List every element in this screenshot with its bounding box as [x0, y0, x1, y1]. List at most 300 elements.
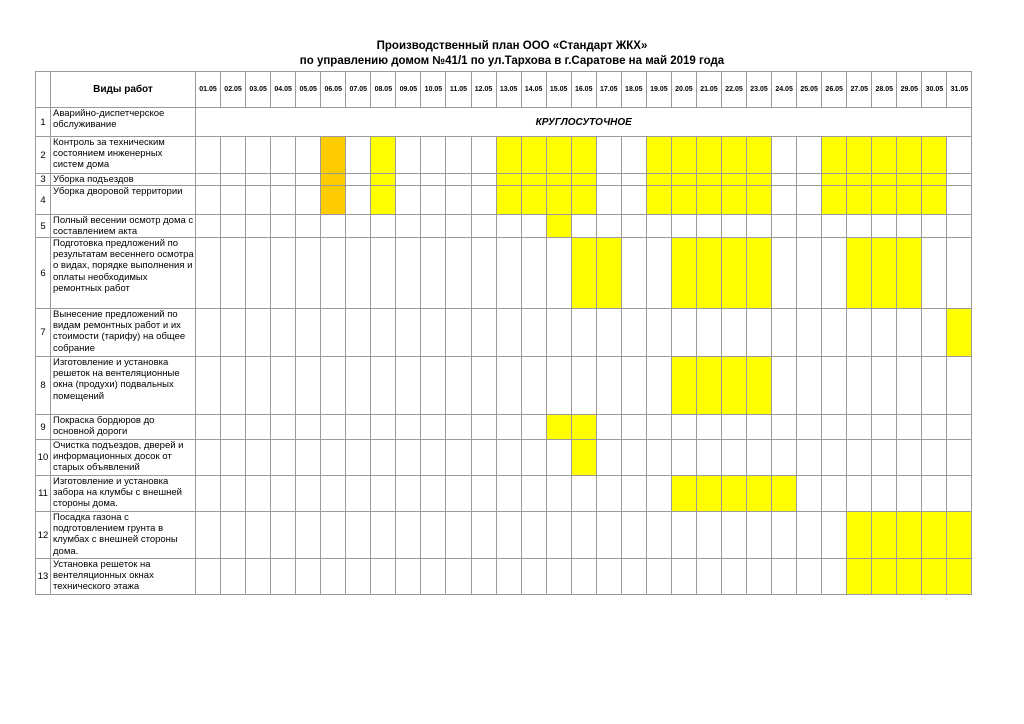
scheduled-day-cell — [546, 215, 571, 238]
day-cell — [371, 512, 396, 559]
table-row — [36, 559, 972, 595]
day-cell — [947, 215, 972, 238]
day-cell — [671, 215, 696, 238]
scheduled-day-cell — [897, 238, 922, 309]
day-cell — [446, 476, 471, 512]
day-cell — [646, 559, 671, 595]
day-cell — [321, 309, 346, 357]
day-cell — [772, 174, 797, 186]
day-cell — [196, 512, 221, 559]
day-cell — [897, 309, 922, 357]
table-row — [36, 309, 972, 357]
scheduled-day-cell — [897, 186, 922, 215]
day-cell — [421, 357, 446, 415]
day-cell — [346, 512, 371, 559]
day-cell — [221, 174, 246, 186]
scheduled-day-cell — [747, 476, 772, 512]
day-header: 29.05 — [897, 72, 922, 108]
day-cell — [822, 476, 847, 512]
work-type: Изготовление и установка решеток на вентеляционные окна (продухи) подвальных помещений — [53, 357, 180, 402]
production-plan-table — [35, 71, 972, 595]
day-cell — [246, 215, 271, 238]
day-cell — [596, 137, 621, 174]
day-header: 16.05 — [571, 72, 596, 108]
day-cell — [546, 559, 571, 595]
day-header: 13.05 — [496, 72, 521, 108]
scheduled-day-cell — [872, 559, 897, 595]
scheduled-day-cell — [922, 559, 947, 595]
day-cell — [471, 186, 496, 215]
day-cell — [596, 186, 621, 215]
day-cell — [646, 215, 671, 238]
scheduled-day-cell — [321, 186, 346, 215]
scheduled-day-cell — [571, 238, 596, 309]
table-row — [36, 357, 972, 415]
table-row — [36, 108, 972, 137]
day-header: 23.05 — [747, 72, 772, 108]
day-cell — [221, 186, 246, 215]
day-cell — [246, 238, 271, 309]
day-cell — [797, 476, 822, 512]
day-cell — [621, 215, 646, 238]
table-row — [36, 440, 972, 476]
day-cell — [571, 512, 596, 559]
day-cell — [346, 186, 371, 215]
day-cell — [196, 238, 221, 309]
day-cell — [897, 415, 922, 440]
day-cell — [772, 309, 797, 357]
day-cell — [546, 357, 571, 415]
day-cell — [271, 512, 296, 559]
day-cell — [721, 559, 746, 595]
day-cell — [646, 440, 671, 476]
day-cell — [321, 512, 346, 559]
day-cell — [471, 357, 496, 415]
day-cell — [922, 415, 947, 440]
day-cell — [221, 476, 246, 512]
day-cell — [246, 137, 271, 174]
day-cell — [496, 215, 521, 238]
day-cell — [246, 559, 271, 595]
day-cell — [221, 415, 246, 440]
scheduled-day-cell — [747, 137, 772, 174]
day-cell — [471, 476, 496, 512]
scheduled-day-cell — [822, 186, 847, 215]
work-type: Покраска бордюров до основной дороги — [53, 415, 155, 438]
day-cell — [321, 559, 346, 595]
scheduled-day-cell — [496, 174, 521, 186]
day-cell — [271, 238, 296, 309]
scheduled-day-cell — [671, 186, 696, 215]
day-cell — [822, 440, 847, 476]
day-cell — [296, 559, 321, 595]
day-cell — [646, 476, 671, 512]
row-number: 13 — [36, 559, 51, 595]
day-header: 07.05 — [346, 72, 371, 108]
day-cell — [471, 137, 496, 174]
scheduled-day-cell — [671, 476, 696, 512]
day-cell — [296, 215, 321, 238]
scheduled-day-cell — [922, 512, 947, 559]
header-row — [36, 72, 972, 108]
scheduled-day-cell — [546, 137, 571, 174]
day-header: 24.05 — [772, 72, 797, 108]
plan-subtitle: по управлению домом №41/1 по ул.Тархова в г.Саратове на май 2019 года — [299, 55, 725, 67]
day-cell — [421, 476, 446, 512]
row-number: 1 — [36, 108, 51, 137]
work-type: Вынесение предложений по видам ремонтных работ и их стоимости (тарифу) на общее собрание — [53, 309, 186, 354]
work-type: Полный весении осмотр дома с составлением акта — [53, 215, 194, 237]
day-cell — [822, 238, 847, 309]
day-cell — [321, 357, 346, 415]
scheduled-day-cell — [696, 476, 721, 512]
day-cell — [446, 415, 471, 440]
day-cell — [872, 440, 897, 476]
day-cell — [696, 309, 721, 357]
row-number: 10 — [36, 440, 51, 476]
day-cell — [221, 440, 246, 476]
day-cell — [221, 512, 246, 559]
day-cell — [847, 476, 872, 512]
day-cell — [296, 440, 321, 476]
day-cell — [396, 512, 421, 559]
day-cell — [421, 512, 446, 559]
day-cell — [271, 357, 296, 415]
day-cell — [346, 215, 371, 238]
day-cell — [271, 415, 296, 440]
day-cell — [872, 215, 897, 238]
scheduled-day-cell — [922, 186, 947, 215]
day-cell — [446, 186, 471, 215]
day-cell — [446, 440, 471, 476]
day-cell — [772, 137, 797, 174]
day-header: 01.05 — [196, 72, 221, 108]
day-cell — [371, 238, 396, 309]
day-header: 21.05 — [696, 72, 721, 108]
row-number: 2 — [36, 137, 51, 174]
day-header: 10.05 — [421, 72, 446, 108]
day-cell — [246, 512, 271, 559]
day-cell — [521, 309, 546, 357]
day-cell — [396, 440, 421, 476]
scheduled-day-cell — [872, 186, 897, 215]
day-cell — [646, 512, 671, 559]
scheduled-day-cell — [897, 137, 922, 174]
scheduled-day-cell — [847, 186, 872, 215]
day-cell — [797, 415, 822, 440]
day-cell — [747, 559, 772, 595]
day-header: 31.05 — [947, 72, 972, 108]
day-cell — [621, 309, 646, 357]
day-cell — [221, 215, 246, 238]
day-cell — [471, 238, 496, 309]
day-cell — [196, 415, 221, 440]
day-cell — [797, 186, 822, 215]
scheduled-day-cell — [747, 174, 772, 186]
row-number: 11 — [36, 476, 51, 512]
day-cell — [196, 174, 221, 186]
table-row — [36, 174, 972, 186]
day-cell — [922, 476, 947, 512]
day-cell — [947, 476, 972, 512]
day-cell — [346, 137, 371, 174]
day-header: 30.05 — [922, 72, 947, 108]
day-cell — [596, 357, 621, 415]
scheduled-day-cell — [646, 137, 671, 174]
scheduled-day-cell — [721, 238, 746, 309]
day-cell — [621, 512, 646, 559]
day-cell — [571, 357, 596, 415]
day-cell — [621, 476, 646, 512]
day-cell — [747, 415, 772, 440]
day-cell — [947, 174, 972, 186]
day-cell — [847, 357, 872, 415]
day-cell — [471, 309, 496, 357]
scheduled-day-cell — [546, 186, 571, 215]
scheduled-day-cell — [596, 238, 621, 309]
header-work-types: Виды работ — [51, 72, 196, 108]
day-header: 02.05 — [221, 72, 246, 108]
table-row — [36, 215, 972, 238]
work-type: Очистка подъездов, дверей и информационных досок от старых объявлений — [53, 440, 184, 474]
scheduled-day-cell — [321, 137, 346, 174]
scheduled-day-cell — [546, 415, 571, 440]
day-header: 08.05 — [371, 72, 396, 108]
day-cell — [446, 559, 471, 595]
day-cell — [621, 137, 646, 174]
scheduled-day-cell — [371, 186, 396, 215]
day-cell — [696, 440, 721, 476]
day-cell — [947, 415, 972, 440]
day-cell — [897, 440, 922, 476]
scheduled-day-cell — [822, 174, 847, 186]
day-cell — [346, 440, 371, 476]
day-cell — [246, 357, 271, 415]
day-cell — [797, 174, 822, 186]
table-row — [36, 512, 972, 559]
day-cell — [947, 357, 972, 415]
day-cell — [396, 476, 421, 512]
scheduled-day-cell — [696, 186, 721, 215]
scheduled-day-cell — [847, 137, 872, 174]
day-cell — [571, 309, 596, 357]
scheduled-day-cell — [521, 137, 546, 174]
scheduled-day-cell — [721, 174, 746, 186]
scheduled-day-cell — [721, 357, 746, 415]
day-cell — [271, 215, 296, 238]
scheduled-day-cell — [822, 137, 847, 174]
day-cell — [446, 512, 471, 559]
day-cell — [371, 357, 396, 415]
scheduled-day-cell — [571, 174, 596, 186]
day-cell — [421, 440, 446, 476]
day-cell — [721, 440, 746, 476]
row-number: 12 — [36, 512, 51, 559]
day-cell — [797, 357, 822, 415]
day-cell — [571, 559, 596, 595]
scheduled-day-cell — [321, 174, 346, 186]
day-cell — [421, 215, 446, 238]
day-cell — [196, 357, 221, 415]
day-cell — [296, 512, 321, 559]
scheduled-day-cell — [897, 174, 922, 186]
day-cell — [822, 415, 847, 440]
day-cell — [621, 559, 646, 595]
day-cell — [521, 238, 546, 309]
day-header: 19.05 — [646, 72, 671, 108]
day-cell — [271, 559, 296, 595]
scheduled-day-cell — [747, 186, 772, 215]
scheduled-day-cell — [671, 238, 696, 309]
day-cell — [371, 415, 396, 440]
day-cell — [296, 186, 321, 215]
work-type: Посадка газона с подготовлением грунта в клумбах с внешней стороны дома. — [53, 512, 178, 557]
row-number: 3 — [36, 174, 51, 186]
day-header: 15.05 — [546, 72, 571, 108]
day-cell — [346, 559, 371, 595]
day-cell — [621, 357, 646, 415]
day-cell — [296, 137, 321, 174]
day-cell — [196, 440, 221, 476]
day-cell — [496, 238, 521, 309]
day-cell — [271, 137, 296, 174]
day-cell — [521, 357, 546, 415]
scheduled-day-cell — [897, 559, 922, 595]
day-cell — [922, 238, 947, 309]
day-cell — [396, 559, 421, 595]
day-cell — [371, 440, 396, 476]
day-cell — [471, 512, 496, 559]
work-type: Уборка подъездов — [53, 174, 134, 185]
day-header: 06.05 — [321, 72, 346, 108]
day-cell — [196, 215, 221, 238]
day-cell — [296, 309, 321, 357]
day-cell — [246, 174, 271, 186]
day-cell — [471, 415, 496, 440]
day-cell — [496, 476, 521, 512]
day-cell — [696, 215, 721, 238]
day-cell — [671, 512, 696, 559]
scheduled-day-cell — [571, 415, 596, 440]
day-cell — [822, 512, 847, 559]
day-cell — [922, 357, 947, 415]
day-cell — [321, 238, 346, 309]
row-number: 4 — [36, 186, 51, 215]
day-cell — [196, 137, 221, 174]
day-cell — [221, 238, 246, 309]
day-cell — [847, 415, 872, 440]
day-cell — [922, 440, 947, 476]
day-cell — [546, 440, 571, 476]
day-cell — [271, 186, 296, 215]
day-cell — [196, 559, 221, 595]
plan-title: Производственный план ООО «Стандарт ЖКХ» — [376, 40, 648, 52]
day-cell — [446, 357, 471, 415]
table-row — [36, 476, 972, 512]
day-cell — [922, 215, 947, 238]
day-cell — [847, 215, 872, 238]
day-header: 03.05 — [246, 72, 271, 108]
scheduled-day-cell — [897, 512, 922, 559]
day-cell — [421, 174, 446, 186]
day-cell — [246, 440, 271, 476]
day-cell — [471, 559, 496, 595]
day-cell — [496, 357, 521, 415]
day-cell — [396, 357, 421, 415]
day-cell — [571, 476, 596, 512]
day-cell — [596, 512, 621, 559]
scheduled-day-cell — [571, 440, 596, 476]
scheduled-day-cell — [721, 137, 746, 174]
day-header: 20.05 — [671, 72, 696, 108]
scheduled-day-cell — [696, 174, 721, 186]
day-cell — [721, 512, 746, 559]
day-cell — [772, 440, 797, 476]
day-cell — [496, 415, 521, 440]
day-cell — [546, 238, 571, 309]
day-cell — [321, 476, 346, 512]
day-cell — [271, 174, 296, 186]
day-cell — [621, 415, 646, 440]
day-cell — [421, 415, 446, 440]
day-cell — [246, 186, 271, 215]
day-cell — [371, 309, 396, 357]
scheduled-day-cell — [696, 357, 721, 415]
day-cell — [772, 238, 797, 309]
day-cell — [621, 238, 646, 309]
day-cell — [521, 476, 546, 512]
day-cell — [696, 415, 721, 440]
day-cell — [296, 415, 321, 440]
day-cell — [797, 309, 822, 357]
day-cell — [196, 476, 221, 512]
day-cell — [897, 215, 922, 238]
day-cell — [396, 174, 421, 186]
day-header: 04.05 — [271, 72, 296, 108]
day-cell — [521, 512, 546, 559]
scheduled-day-cell — [696, 137, 721, 174]
day-cell — [421, 309, 446, 357]
day-cell — [496, 440, 521, 476]
day-cell — [296, 476, 321, 512]
day-cell — [596, 440, 621, 476]
day-cell — [546, 309, 571, 357]
table-row — [36, 415, 972, 440]
day-cell — [822, 215, 847, 238]
day-cell — [421, 137, 446, 174]
day-cell — [446, 309, 471, 357]
work-type: Подготовка предложений по результатам весеннего осмотра о видах, порядке выполнения и оплаты необходимых ремонтных работ — [53, 238, 194, 294]
day-cell — [346, 238, 371, 309]
day-header: 27.05 — [847, 72, 872, 108]
scheduled-day-cell — [847, 559, 872, 595]
day-cell — [596, 415, 621, 440]
day-cell — [496, 512, 521, 559]
day-cell — [772, 357, 797, 415]
scheduled-day-cell — [947, 512, 972, 559]
work-type: Изготовление и установка забора на клумбы с внешней стороны дома. — [53, 476, 182, 510]
day-cell — [596, 174, 621, 186]
day-cell — [872, 476, 897, 512]
scheduled-day-cell — [872, 512, 897, 559]
day-cell — [797, 559, 822, 595]
day-cell — [496, 559, 521, 595]
work-type: Уборка дворовой территории — [53, 186, 183, 197]
day-header: 25.05 — [797, 72, 822, 108]
scheduled-day-cell — [496, 186, 521, 215]
scheduled-day-cell — [721, 476, 746, 512]
day-cell — [696, 559, 721, 595]
